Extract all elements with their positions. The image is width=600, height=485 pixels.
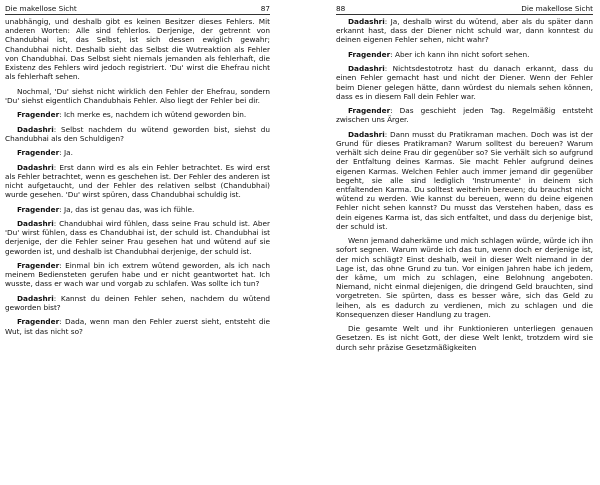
paragraph: Dadashri: Erst dann wird es als ein Fehler betrachtet. Es wird erst als Fehler betrachtet, wenn es geschehen ist. Der Fehler des anderen ist nicht aufgetaucht, und der Fehler des relativen selbst (Chandubhai) wurde gesehen. 'Du' wirst spüren, dass Chandubhai schuldig ist. [5,162,270,200]
paragraph: Dadashri: Selbst nachdem du wütend geworden bist, siehst du Chandubhai als den Schuldigen? [5,124,270,143]
paragraph: Fragender: Ich merke es, nachdem ich wütend geworden bin. [17,110,247,120]
right-page-number: 88 [336,4,346,13]
right-running-header [336,4,593,15]
speaker-label: Fragender [17,110,60,120]
left-page-number: 87 [260,4,270,13]
paragraph: Fragender: Dada, wenn man den Fehler zuerst sieht, entsteht die Wut, ist das nicht so? [5,317,270,336]
speaker-label: Fragender [17,204,60,214]
paragraph: Fragender: Aber ich kann ihn nicht sofort sehen. [348,49,530,59]
left-page-body [5,17,270,336]
speaker-label: Dadashri [348,64,385,74]
paragraph: Die gesamte Welt und ihr Funktionieren unterliegen genauen Gesetzen. Es ist nicht Gott, der diese Welt lenkt, trotzdem wird sie durch sehr präzise Gesetzmäßigkeiten [336,324,593,352]
speaker-label: Fragender [348,49,391,59]
paragraph: Fragender: Einmal bin ich extrem wütend geworden, als ich nach meinem Bediensteten gerufen habe und er nicht geantwortet hat. Ich wusste, dass er wach war und vorgab zu schlafen. Was sollte ich tun? [5,260,270,289]
paragraph: Fragender: Das geschieht jeden Tag. Regelmäßig entsteht zwischen uns Ärger. [336,106,593,125]
speaker-label: Dadashri [348,129,385,139]
right-page [300,0,600,485]
left-header-title: Die makellose Sicht [5,4,77,13]
speaker-label: Fragender [17,260,60,270]
left-running-header [5,4,270,15]
paragraph: unabhängig, und deshalb gibt es keinen Besitzer dieses Fehlers. Mit anderen Worten: Alle sind fehlerlos. Derjenige, der getrennt von Chandubhai ist, das Selbst, ist sich dessen ewiglich gewahr; Chandubhai nicht. Deshalb sieht das Selbst die Wutreaktion als Fehler von Chandubhai. Das Selbst sieht niemals jemanden als fehlerhaft, die Existenz des Fehlers wird jedoch registriert. 'Du' wirst die Ehefrau nicht als fehlerhaft sehen. [5,17,270,82]
paragraph: Fragender: Ja, das ist genau das, was ich fühle. [17,204,195,214]
speaker-label: Dadashri [17,218,54,228]
speaker-label: Dadashri [17,293,54,303]
paragraph: Fragender: Ja. [17,148,73,158]
speaker-label: Fragender [17,148,60,158]
speaker-label: Fragender [17,317,60,327]
right-header-title: Die makellose Sicht [521,4,593,13]
paragraph: Dadashri: Kannst du deinen Fehler sehen, nachdem du wütend geworden bist? [5,293,270,312]
paragraph: Wenn jemand daherkäme und mich schlagen würde, würde ich ihn sofort segnen. Warum würde ich das tun, wenn doch er derjenige ist, der mich schlägt? Einst deshalb, weil in dieser Welt niemand in der Lage ist, das ohne Grund zu tun. Vor einigen Jahren habe ich jedem, der käme, um mich zu schlagen, eine Belohnung angeboten. Niemand, nicht einmal diejenigen, die dringend Geld brauchten, sind vorgetreten. Sie spürten, dass es besser wäre, sich das Geld zu leihen, als es dadurch zu verdienen, mich zu schlagen und die Konsequenzen dieser Handlung zu tragen. [336,236,593,319]
speaker-label: Dadashri [348,17,385,26]
paragraph: Dadashri: Dann musst du Pratikraman machen. Doch was ist der Grund für dieses Pratikraman? Warum solltest du bereuen? Warum verhält sich deine Frau dir gegenüber so? Sie verhält sich so aufgrund der Entfaltung deines Karmas. Sie macht Fehler aufgrund deines eigenen Karmas. Welchen Fehler auch immer jemand dir gegenüber begeht, sie alle sind lediglich 'Instrumente' in deinem sich entfaltenden Karma. Du solltest weiterhin bereuen; du brauchst nicht wütend zu werden. Wie kannst du bereuen, wenn du deine eigenen Fehler nicht sehen kannst? Du musst das Verstehen haben, dass es dein eigenes Karma ist, das sich entfaltet, und dass du derjenige bist, der schuld ist. [336,129,593,231]
paragraph: Dadashri: Chandubhai wird fühlen, dass seine Frau schuld ist. Aber 'Du' wirst fühlen, dass es Chandubhai ist, der schuld ist. Chandubhai ist derjenige, der die Fehler seiner Frau gesehen hat und wütend auf sie geworden ist, und deshalb ist Chandubhai derjenige, der schuld ist. [5,218,270,256]
speaker-label: Dadashri [17,124,54,134]
right-page-body [336,17,593,352]
paragraph: Dadashri: Nichtsdestotrotz hast du danach erkannt, dass du einen Fehler gemacht hast und nicht der Diener. Wenn der Fehler beim Diener gelegen hätte, dann würdest du niemals sehen können, dass es in diesem Fall dein Fehler war. [336,64,593,101]
paragraph: Dadashri: Ja, deshalb wirst du wütend, aber als du später dann erkannt hast, dass der Diener nicht schuld war, dann konntest du deinen eigenen Fehler sehen, nicht wahr? [336,17,593,45]
paragraph: Nochmal, 'Du' siehst nicht wirklich den Fehler der Ehefrau, sondern 'Du' siehst eigentlich Chandubhais Fehler. Also liegt der Fehler bei dir. [5,86,270,105]
speaker-label: Fragender [348,106,391,116]
speaker-label: Dadashri [17,162,54,172]
